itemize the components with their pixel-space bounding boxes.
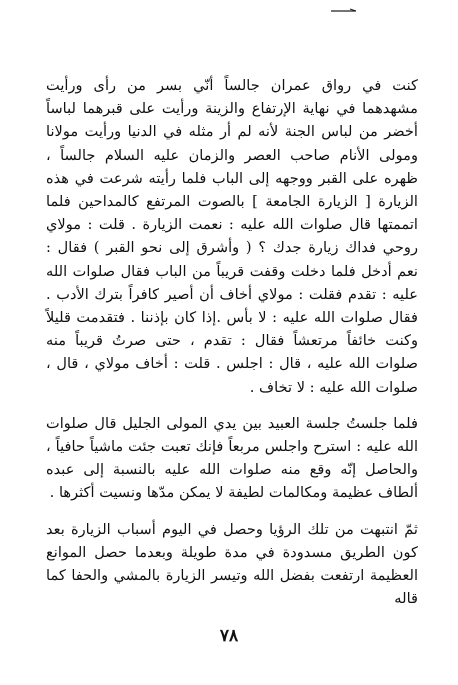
paragraph-1: كنت في رواق عمران جالساً أنّي بسر من رأى ورأيت مشهدهما في نهاية الإرتفاع والزينة ورأيت على قبرهما لباساً أخضر من لباس الجنة لأنه لم أر مثله في الدنيا ورأيت مولانا ومولى الأنام صاحب العصر والزمان عليه السلام جالساً ، ظهره على القبر ووجهه إلى الباب فلما رأيته شرعت في هذه الزيارة [ الزيارة الجامعة ] بالصوت المرتفع كالمداحين فلما اتممتها قال صلوات الله عليه : نعمت الزيارة . قلت : مولاي روحي فداك زيارة جدك ؟ ( وأشرق إلى نحو القبر ) فقال : نعم أدخل فلما دخلت وقفت قريباً من الباب فقال صلوات الله عليه : تقدم فقلت : مولاي أخاف أن أصير كافراً بترك الأدب . فقال صلوات الله عليه : لا بأس .إذا كان بإذننا . فتقدمت قليلاً وكنت خائفاً مرتعشاً فقال : تقدم ، حتى صرتُ قريباً منه صلوات الله عليه ، قال : اجلس . قلت : أخاف مولاي ، قال ، صلوات الله عليه : لا تخاف . <box>46 77 418 396</box>
paragraph-2: فلما جلستُ جلسة العبيد بين يدي المولى الجليل قال صلوات الله عليه : استرح واجلس مربعاً فإنك تعبت جئت ماشياً حافياً ، والحاصل إنّه وقع منه صلوات الله عليه بالنسبة إلى عبده ألطاف عظيمة ومكالمات لطيفة لا يمكن مدّها ونسيت أكثرها . <box>46 414 418 502</box>
page-top-mark <box>330 8 358 14</box>
page-number: ٧٨ <box>219 626 239 646</box>
body-text <box>46 74 418 610</box>
paragraph-3: ثمّ انتبهت من تلك الرؤيا وحصل في اليوم أسباب الزيارة بعد كون الطريق مسدودة في مدة طويلة وبعدما حصل الموانع العظيمة ارتفعت بفضل الله وتيسر الزيارة بالمشي والحفا كما قاله <box>46 520 418 608</box>
